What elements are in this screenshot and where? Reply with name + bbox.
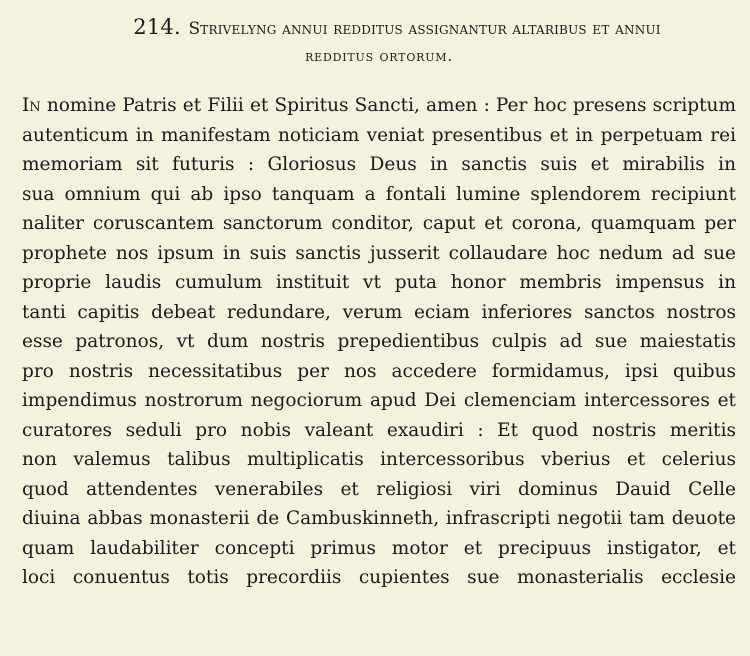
text-line-16-content: quam laudabiliter concepti primus motor et precipuus instigator, et (22, 537, 736, 559)
text-line-17-content: loci conuentus totis precordiis cupientes sue monasterialis ecclesie (22, 567, 736, 588)
text-line-9-content: esse patronos, vt dum nostris prepedientibus culpis ad sue maiestatis (22, 331, 736, 352)
text-line-6 (22, 239, 736, 269)
text-line-13-content: non valemus talibus multiplicatis intercessoribus vberius et celerius (22, 449, 736, 470)
text-line-7-content: proprie laudis cumulum instituit vt puta honor membris impensus in (22, 272, 736, 293)
text-line-12 (22, 416, 736, 446)
text-line-8-content: tanti capitis debeat redundare, verum eciam inferiores sanctos nostros (22, 301, 736, 323)
text-line-2-content: autenticum in manifestam noticiam veniat presentibus et in perpetuam rei (22, 124, 736, 146)
text-line-12-content: curatores seduli pro nobis valeant exaudiri : Et quod nostris meritis (22, 419, 736, 441)
charter-body-text (22, 91, 736, 593)
text-line-8 (22, 298, 736, 328)
heading-title-line-1: Strivelyng annui redditus assignantur altaribus et annui (188, 19, 661, 39)
text-line-5 (22, 209, 736, 239)
charter-number: 214. (133, 15, 181, 39)
text-line-14-content: quod attendentes venerabiles et religiosi viri dominus Dauid Celle (22, 478, 736, 500)
text-line-17 (22, 563, 736, 593)
text-line-6-content: prophete nos ipsum in suis sanctis jusserit collaudare hoc nedum ad sue (22, 242, 736, 264)
text-line-4 (22, 180, 736, 210)
heading-title-line-2: redditus ortorum. (305, 47, 453, 65)
text-line-15 (22, 504, 736, 534)
text-line-1 (22, 91, 736, 121)
charter-heading (22, 14, 736, 67)
heading-line-1 (22, 14, 736, 42)
text-line-11-content: impendimus nostrorum negociorum apud Dei clemenciam intercessores et (22, 390, 736, 411)
text-line-15-content: diuina abbas monasterii de Cambuskinneth, infrascripti negotii tam deuote (22, 508, 736, 529)
text-line-2 (22, 121, 736, 151)
text-line-10-content: pro nostris necessitatibus per nos accedere formidamus, ipsi quibus (22, 360, 736, 382)
opening-word: In (22, 95, 41, 116)
text-line-13 (22, 445, 736, 475)
text-line-3-content: memoriam sit futuris : Gloriosus Deus in sanctis suis et mirabilis in (22, 154, 736, 175)
text-line-11 (22, 386, 736, 416)
text-line-14 (22, 475, 736, 505)
text-line-1-content: nomine Patris et Filii et Spiritus Sancti, amen : Per hoc presens scriptum (40, 95, 736, 116)
text-line-4-content: sua omnium qui ab ipso tanquam a fontali lumine splendorem recipiunt (22, 183, 736, 205)
text-line-5-content: naliter coruscantem sanctorum conditor, caput et corona, quamquam per (22, 213, 736, 234)
text-line-9 (22, 327, 736, 357)
text-line-7 (22, 268, 736, 298)
text-line-16 (22, 534, 736, 564)
text-line-10 (22, 357, 736, 387)
text-line-3 (22, 150, 736, 180)
